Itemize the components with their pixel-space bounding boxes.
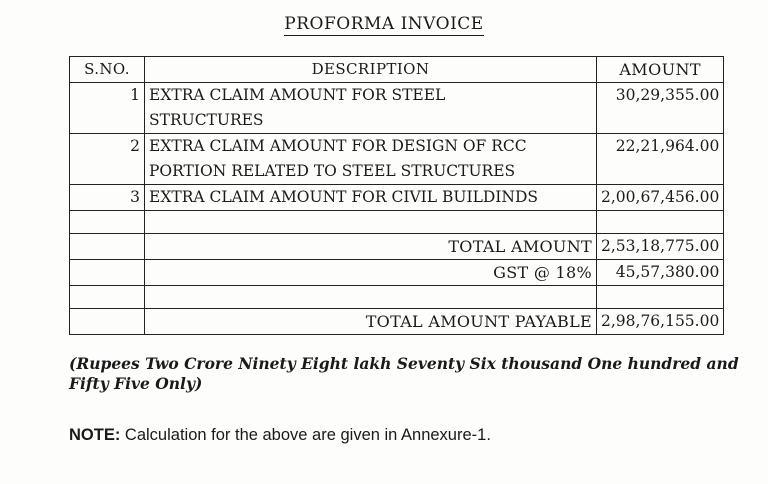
invoice-title-text: PROFORMA INVOICE [284,14,484,34]
table-row [70,134,724,185]
total-amount-row [70,234,724,260]
header-amount: AMOUNT [597,57,724,83]
total-payable-value: 2,98,76,155.00 [597,309,724,335]
total-payable-label: TOTAL AMOUNT PAYABLE [145,309,597,335]
table-row [70,83,724,134]
row-description-line: STRUCTURES [149,111,264,129]
row-description: EXTRA CLAIM AMOUNT FOR CIVIL BUILDINDS [145,185,597,211]
row-sno: 2 [70,134,145,185]
row-description [145,83,597,134]
gst-row [70,260,724,286]
blank-row [70,286,724,309]
row-amount: 2,00,67,456.00 [597,185,724,211]
row-amount: 22,21,964.00 [597,134,724,185]
row-description-line: EXTRA CLAIM AMOUNT FOR DESIGN OF RCC [149,137,527,155]
note [69,426,491,445]
row-description-line: EXTRA CLAIM AMOUNT FOR STEEL [149,86,446,104]
gst-value: 45,57,380.00 [597,260,724,286]
row-description [145,134,597,185]
table-header-row [70,57,724,83]
invoice-table [69,56,724,335]
total-amount-value: 2,53,18,775.00 [597,234,724,260]
total-amount-label: TOTAL AMOUNT [145,234,597,260]
invoice-title [0,14,768,34]
gst-label: GST @ 18% [145,260,597,286]
note-label: NOTE: [69,426,121,444]
row-sno: 3 [70,185,145,211]
header-description: DESCRIPTION [145,57,597,83]
amount-in-words: (Rupees Two Crore Ninety Eight lakh Seventy Six thousand One hundred and Fifty Five Only) [69,354,739,393]
row-amount: 30,29,355.00 [597,83,724,134]
row-sno: 1 [70,83,145,134]
note-text: Calculation for the above are given in Annexure-1. [120,426,491,444]
blank-row [70,211,724,234]
row-description-line: PORTION RELATED TO STEEL STRUCTURES [149,162,516,180]
table-row [70,185,724,211]
header-sno: S.NO. [70,57,145,83]
total-payable-row [70,309,724,335]
